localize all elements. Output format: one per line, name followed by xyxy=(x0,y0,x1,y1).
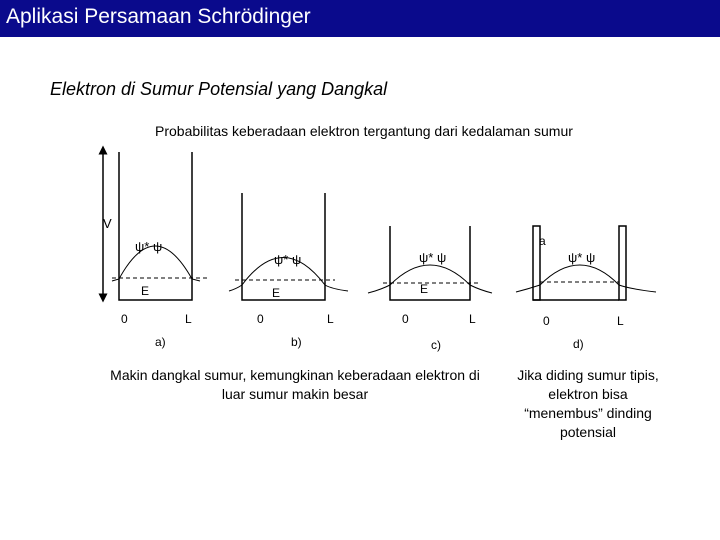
axis-end: L xyxy=(185,312,192,326)
psi-label: ψ* ψ xyxy=(135,239,163,254)
axis-start: 0 xyxy=(543,314,550,328)
energy-label: E xyxy=(141,284,150,298)
axis-start: 0 xyxy=(121,312,128,326)
psi-label: ψ* ψ xyxy=(274,252,302,267)
well-outline xyxy=(242,193,325,300)
panel-tag: d) xyxy=(573,337,584,351)
energy-label: E xyxy=(272,286,281,300)
note-shallow-well: Makin dangkal sumur, kemungkinan keberadaan elektron di luar sumur makin besar xyxy=(110,367,480,402)
panel-c xyxy=(368,226,492,352)
axis-end: L xyxy=(617,314,624,328)
panel-d xyxy=(516,226,656,351)
psi-label: ψ* ψ xyxy=(419,250,447,265)
axis-end: L xyxy=(469,312,476,326)
panel-tag: c) xyxy=(431,338,441,352)
well-outline xyxy=(619,226,626,300)
axis-end: L xyxy=(327,312,334,326)
axis-start: 0 xyxy=(257,312,264,326)
panel-tag: b) xyxy=(291,335,302,349)
panel-a xyxy=(112,152,210,349)
a-label: a xyxy=(539,234,546,248)
v-label: V xyxy=(103,216,112,231)
probability-curve xyxy=(368,265,492,293)
diagram-caption: Probabilitas keberadaan elektron tergantung dari kedalaman sumur xyxy=(155,123,573,139)
panel-tag: a) xyxy=(155,335,166,349)
axis-start: 0 xyxy=(402,312,409,326)
panel-b xyxy=(229,193,348,349)
probability-curve xyxy=(516,265,656,292)
page-title: Aplikasi Persamaan Schrödinger xyxy=(6,5,311,28)
psi-label: ψ* ψ xyxy=(568,250,596,265)
energy-label: E xyxy=(420,282,429,296)
note-thin-wall: Jika diding sumur tipis, elektron bisa “menembus” dinding potensial xyxy=(517,367,659,440)
slide-subtitle: Elektron di Sumur Potensial yang Dangkal xyxy=(50,79,388,99)
